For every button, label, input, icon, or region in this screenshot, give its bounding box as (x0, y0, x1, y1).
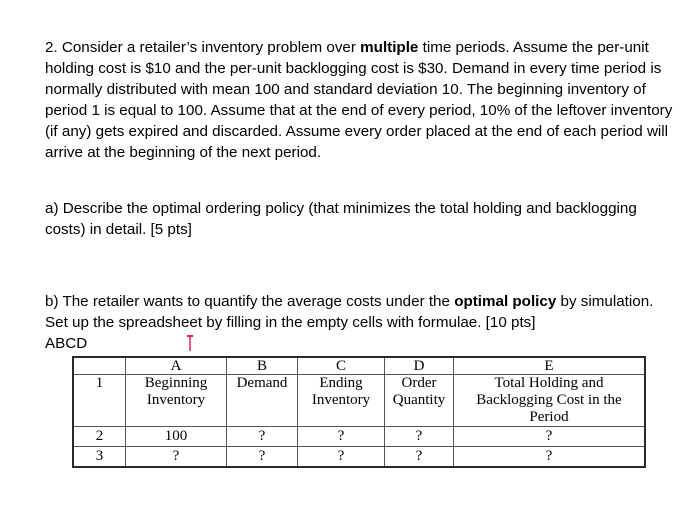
header-ending-inventory: Ending Inventory (298, 375, 385, 427)
cell-e3[interactable]: ? (454, 447, 646, 468)
header-beginning-inventory: Beginning Inventory (126, 375, 227, 427)
part-b-question (45, 291, 675, 333)
column-header-c: C (298, 357, 385, 375)
text-cursor-icon (185, 334, 195, 352)
column-header-row (73, 357, 645, 375)
part-b-tail: by simulation. Set up the spreadsheet by filling in the empty cells with formulae. [10 pts] (45, 293, 654, 331)
problem-statement (45, 37, 675, 163)
table-row (73, 447, 645, 468)
cell-d3[interactable]: ? (385, 447, 454, 468)
row-number: 1 (73, 375, 126, 427)
row-number: 3 (73, 447, 126, 468)
part-b-lead: b) The retailer wants to quantify the average costs under the (45, 293, 455, 310)
problem-lead: 2. Consider a retailer’s inventory problem over (45, 39, 361, 56)
column-header-b: B (227, 357, 298, 375)
cell-e2[interactable]: ? (454, 427, 646, 447)
cell-a3[interactable]: ? (126, 447, 227, 468)
problem-bold: multiple (360, 39, 419, 56)
header-row (73, 375, 645, 427)
column-header-a: A (126, 357, 227, 375)
part-a-question: a) Describe the optimal ordering policy (that minimizes the total holding and backlogging costs) in detail. [5 pts] (45, 200, 637, 238)
cell-d2[interactable]: ? (385, 427, 454, 447)
cell-b2[interactable]: ? (227, 427, 298, 447)
header-order-quantity: Order Quantity (385, 375, 454, 427)
abcd-label: ABCD (45, 335, 88, 352)
cell-c2[interactable]: ? (298, 427, 385, 447)
header-demand: Demand (227, 375, 298, 427)
column-header-d: D (385, 357, 454, 375)
cell-c3[interactable]: ? (298, 447, 385, 468)
part-b-bold: optimal policy (454, 293, 557, 310)
problem-tail: time periods. Assume the per-unit holding cost is $10 and the per-unit backlogging cost is $30. Demand in every time period is normally distributed with mean 100 and standard deviation 10. The beginning inventory of period 1 is equal to 100. Assume that at the end of every period, 10% of the leftover inventory (if any) gets expired and discarded. Assume every order placed at the end of each period will arrive at the beginning of the next period. (45, 39, 673, 161)
corner-cell (73, 357, 126, 375)
spreadsheet-table (72, 356, 646, 468)
column-header-e: E (454, 357, 646, 375)
cell-a2[interactable]: 100 (126, 427, 227, 447)
table-row (73, 427, 645, 447)
cell-b3[interactable]: ? (227, 447, 298, 468)
header-total-cost: Total Holding and Backlogging Cost in the Period (454, 375, 646, 427)
row-number: 2 (73, 427, 126, 447)
